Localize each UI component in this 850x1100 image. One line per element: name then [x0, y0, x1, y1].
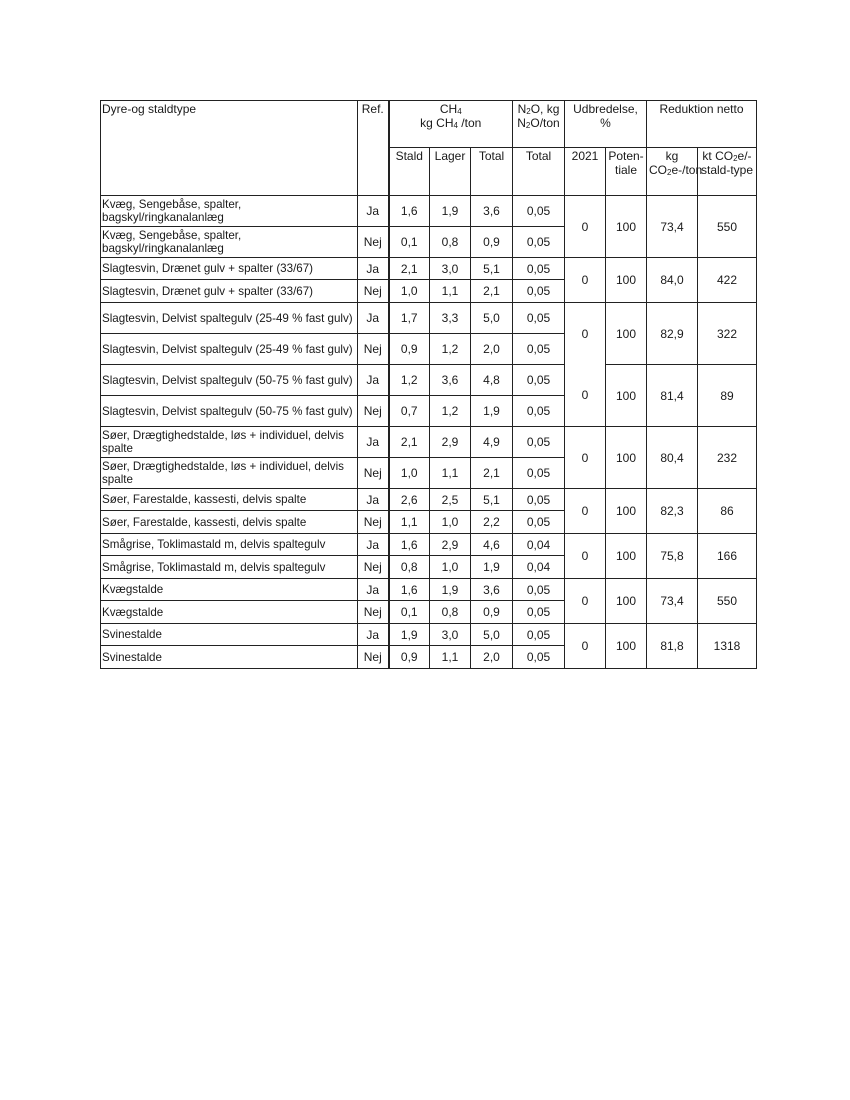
row-total: 3,6	[471, 196, 513, 227]
row-n2o: 0,05	[513, 624, 565, 646]
row-name: Slagtesvin, Delvist spaltegulv (50-75 % fast gulv)	[101, 396, 358, 427]
group-2021: 0	[565, 303, 606, 365]
header-stald: Stald	[389, 148, 430, 196]
group-kg: 84,0	[647, 258, 698, 303]
row-lager: 3,0	[430, 624, 471, 646]
row-total: 4,6	[471, 534, 513, 556]
group-kt: 166	[698, 534, 757, 579]
row-lager: 1,1	[430, 280, 471, 303]
row-total: 5,1	[471, 489, 513, 511]
row-lager: 2,9	[430, 534, 471, 556]
row-total: 5,1	[471, 258, 513, 280]
row-name: Kvægstalde	[101, 601, 358, 624]
row-n2o: 0,05	[513, 427, 565, 458]
group-kt: 422	[698, 258, 757, 303]
row-n2o: 0,05	[513, 258, 565, 280]
group-2021: 0	[565, 534, 606, 579]
row-name: Smågrise, Toklimastald m, delvis spaltegulv	[101, 534, 358, 556]
row-n2o: 0,05	[513, 646, 565, 669]
row-lager: 1,0	[430, 511, 471, 534]
row-name: Slagtesvin, Drænet gulv + spalter (33/67)	[101, 280, 358, 303]
row-name: Svinestalde	[101, 646, 358, 669]
row-total: 4,8	[471, 365, 513, 396]
row-stald: 1,6	[389, 579, 430, 601]
group-potentiale: 100	[606, 579, 647, 624]
row-stald: 2,6	[389, 489, 430, 511]
header-ch4: $CH_4$ kg $CH_4$ /ton	[389, 101, 513, 148]
row-n2o: 0,05	[513, 489, 565, 511]
row-stald: 1,9	[389, 624, 430, 646]
row-n2o: 0,05	[513, 280, 565, 303]
row-lager: 0,8	[430, 227, 471, 258]
table-row	[101, 258, 757, 280]
header-type: Dyre-og staldtype	[101, 101, 358, 148]
row-total: 0,9	[471, 227, 513, 258]
group-2021: 0	[565, 489, 606, 534]
row-n2o: 0,05	[513, 303, 565, 334]
row-name: Smågrise, Toklimastald m, delvis spaltegulv	[101, 556, 358, 579]
row-total: 4,9	[471, 427, 513, 458]
row-name: Kvæg, Sengebåse, spalter, bagskyl/ringkanalanlæg	[101, 196, 358, 227]
group-kt: 550	[698, 579, 757, 624]
row-ref: Ja	[358, 534, 389, 556]
group-kt: 89	[698, 365, 757, 427]
row-stald: 2,1	[389, 258, 430, 280]
row-n2o: 0,05	[513, 579, 565, 601]
header-reduktion: Reduktion netto	[647, 101, 757, 148]
table-row	[101, 365, 757, 396]
group-2021: 0	[565, 427, 606, 489]
row-lager: 2,5	[430, 489, 471, 511]
table-row	[101, 579, 757, 601]
row-ref: Ja	[358, 624, 389, 646]
row-ref: Nej	[358, 334, 389, 365]
group-potentiale: 100	[606, 624, 647, 669]
header-kg-co2e: kg $CO_2e-$/ton	[647, 148, 698, 196]
row-stald: 2,1	[389, 427, 430, 458]
row-total: 2,1	[471, 280, 513, 303]
row-total: 0,9	[471, 601, 513, 624]
header-kt-co2e: kt $CO_2e/-stald$-type	[698, 148, 757, 196]
header-2021: 2021	[565, 148, 606, 196]
row-name: Kvæg, Sengebåse, spalter, bagskyl/ringkanalanlæg	[101, 227, 358, 258]
group-potentiale: 100	[606, 427, 647, 489]
group-2021: 0	[565, 196, 606, 258]
row-ref: Nej	[358, 458, 389, 489]
row-name: Søer, Drægtighedstalde, løs + individuel, delvis spalte	[101, 458, 358, 489]
emissions-table	[100, 100, 757, 669]
row-total: 2,2	[471, 511, 513, 534]
table-row	[101, 196, 757, 227]
group-kg: 82,3	[647, 489, 698, 534]
row-n2o: 0,05	[513, 396, 565, 427]
row-ref: Nej	[358, 556, 389, 579]
row-total: 1,9	[471, 556, 513, 579]
row-lager: 3,0	[430, 258, 471, 280]
row-ref: Ja	[358, 258, 389, 280]
group-potentiale: 100	[606, 534, 647, 579]
group-kg: 75,8	[647, 534, 698, 579]
row-total: 1,9	[471, 396, 513, 427]
row-lager: 3,3	[430, 303, 471, 334]
row-stald: 1,2	[389, 365, 430, 396]
table-row	[101, 624, 757, 646]
row-ref: Nej	[358, 601, 389, 624]
row-total: 3,6	[471, 579, 513, 601]
row-ref: Ja	[358, 196, 389, 227]
group-kg: 81,4	[647, 365, 698, 427]
group-2021: 0	[565, 624, 606, 669]
group-kt: 232	[698, 427, 757, 489]
header-udbredelse: Udbredelse, %	[565, 101, 647, 148]
header-potentiale: Poten-tiale	[606, 148, 647, 196]
header-row-2	[101, 148, 757, 196]
table-row	[101, 534, 757, 556]
row-lager: 2,9	[430, 427, 471, 458]
row-ref: Nej	[358, 646, 389, 669]
row-stald: 0,1	[389, 227, 430, 258]
row-n2o: 0,05	[513, 334, 565, 365]
row-ref: Nej	[358, 511, 389, 534]
header-total: Total	[471, 148, 513, 196]
row-stald: 1,0	[389, 280, 430, 303]
row-n2o: 0,05	[513, 511, 565, 534]
table-row	[101, 303, 757, 334]
row-lager: 1,1	[430, 646, 471, 669]
table-row	[101, 427, 757, 458]
row-total: 2,0	[471, 334, 513, 365]
row-n2o: 0,05	[513, 227, 565, 258]
row-lager: 1,0	[430, 556, 471, 579]
header-n2o: $N_2O$, kg $N_2O$/ton	[513, 101, 565, 148]
row-name: Kvægstalde	[101, 579, 358, 601]
group-potentiale: 100	[606, 303, 647, 365]
group-potentiale: 100	[606, 365, 647, 427]
group-kg: 80,4	[647, 427, 698, 489]
row-name: Slagtesvin, Delvist spaltegulv (50-75 % fast gulv)	[101, 365, 358, 396]
row-n2o: 0,05	[513, 365, 565, 396]
row-total: 2,0	[471, 646, 513, 669]
group-kt: 86	[698, 489, 757, 534]
row-total: 2,1	[471, 458, 513, 489]
row-n2o: 0,05	[513, 196, 565, 227]
group-kt: 322	[698, 303, 757, 365]
row-stald: 0,7	[389, 396, 430, 427]
row-name: Slagtesvin, Delvist spaltegulv (25-49 % fast gulv)	[101, 334, 358, 365]
row-n2o: 0,05	[513, 458, 565, 489]
header-row-1	[101, 101, 757, 148]
row-ref: Ja	[358, 579, 389, 601]
header-total-n2o: Total	[513, 148, 565, 196]
row-ref: Ja	[358, 365, 389, 396]
group-kt: 550	[698, 196, 757, 258]
row-ref: Nej	[358, 227, 389, 258]
row-stald: 1,1	[389, 511, 430, 534]
row-total: 5,0	[471, 303, 513, 334]
row-lager: 1,9	[430, 196, 471, 227]
group-2021: 0	[565, 579, 606, 624]
row-stald: 0,9	[389, 646, 430, 669]
group-2021: 0	[565, 258, 606, 303]
row-stald: 1,0	[389, 458, 430, 489]
row-ref: Nej	[358, 396, 389, 427]
row-stald: 1,6	[389, 534, 430, 556]
group-potentiale: 100	[606, 196, 647, 258]
row-ref: Ja	[358, 303, 389, 334]
group-kg: 73,4	[647, 196, 698, 258]
group-kg: 81,8	[647, 624, 698, 669]
group-kg: 73,4	[647, 579, 698, 624]
row-name: Søer, Drægtighedstalde, løs + individuel, delvis spalte	[101, 427, 358, 458]
row-name: Svinestalde	[101, 624, 358, 646]
group-kt: 1318	[698, 624, 757, 669]
row-name: Søer, Farestalde, kassesti, delvis spalte	[101, 511, 358, 534]
row-stald: 0,8	[389, 556, 430, 579]
row-stald: 1,7	[389, 303, 430, 334]
row-name: Slagtesvin, Drænet gulv + spalter (33/67)	[101, 258, 358, 280]
row-name: Søer, Farestalde, kassesti, delvis spalte	[101, 489, 358, 511]
row-lager: 1,2	[430, 334, 471, 365]
row-n2o: 0,04	[513, 534, 565, 556]
row-name: Slagtesvin, Delvist spaltegulv (25-49 % fast gulv)	[101, 303, 358, 334]
row-ref: Ja	[358, 489, 389, 511]
group-2021: 0	[565, 365, 606, 427]
group-kg: 82,9	[647, 303, 698, 365]
row-lager: 1,2	[430, 396, 471, 427]
header-ref: Ref.	[358, 101, 389, 148]
header-lager: Lager	[430, 148, 471, 196]
row-ref: Nej	[358, 280, 389, 303]
table-row	[101, 489, 757, 511]
row-lager: 0,8	[430, 601, 471, 624]
row-n2o: 0,04	[513, 556, 565, 579]
row-lager: 3,6	[430, 365, 471, 396]
row-stald: 1,6	[389, 196, 430, 227]
row-lager: 1,9	[430, 579, 471, 601]
row-ref: Ja	[358, 427, 389, 458]
row-stald: 0,9	[389, 334, 430, 365]
row-n2o: 0,05	[513, 601, 565, 624]
row-total: 5,0	[471, 624, 513, 646]
row-stald: 0,1	[389, 601, 430, 624]
row-lager: 1,1	[430, 458, 471, 489]
group-potentiale: 100	[606, 489, 647, 534]
group-potentiale: 100	[606, 258, 647, 303]
